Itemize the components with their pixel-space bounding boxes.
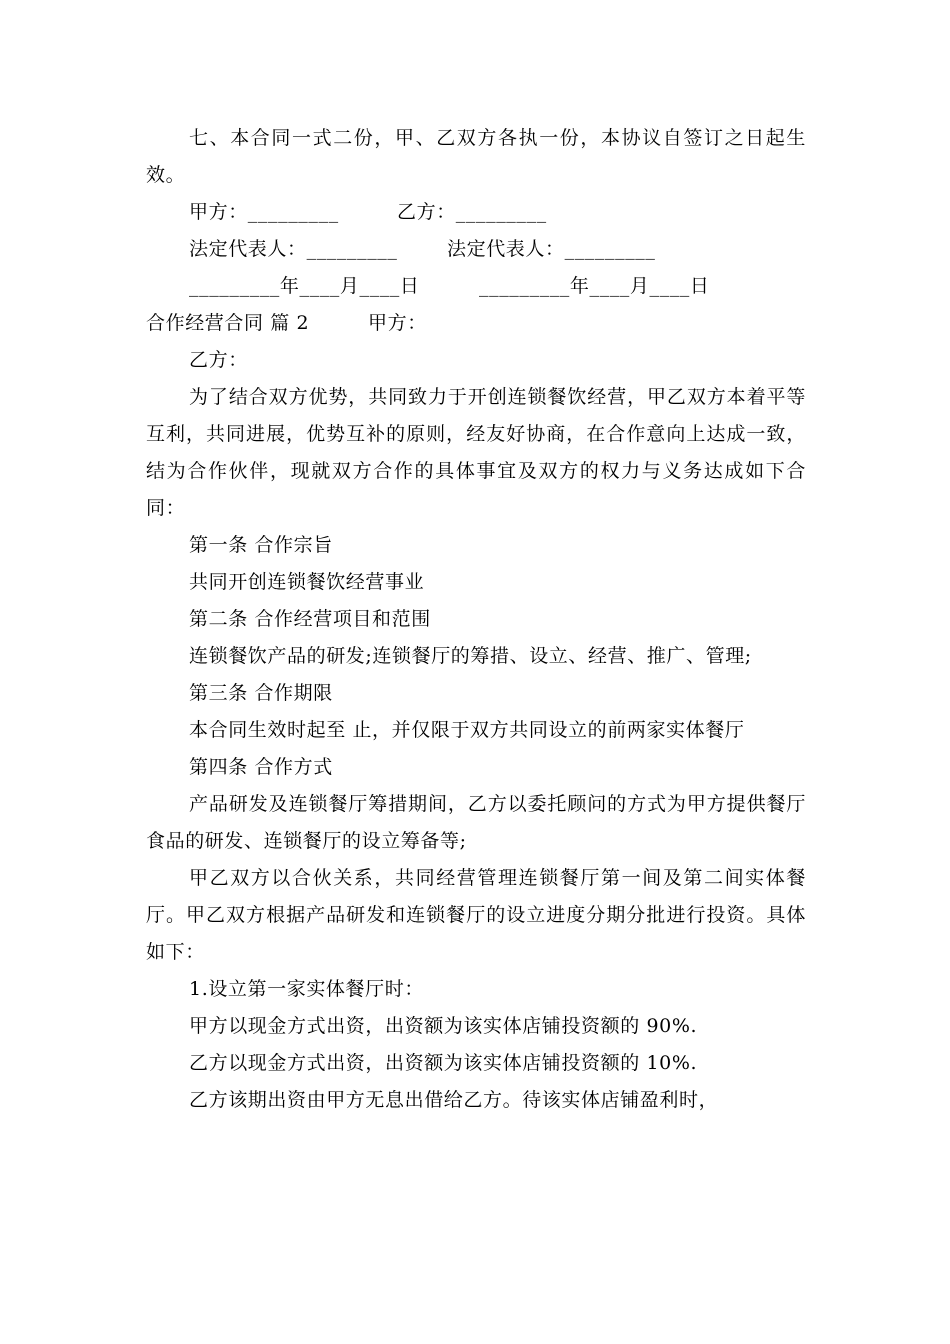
intro-paragraph: 为了结合双方优势，共同致力于开创连锁餐饮经营，甲乙双方本着平等互利，共同进展，优势互补的原则，经友好协商，在合作意向上达成一致，结为合作伙伴，现就双方合作的具体事宜及双方的权力与义务达成如下合同： — [146, 386, 806, 519]
article-3-title: 第三条 合作期限 — [189, 682, 333, 704]
article-3-body: 本合同生效时起至 止，并仅限于双方共同设立的前两家实体餐厅 — [189, 719, 745, 741]
party-a-label: 甲方： — [368, 312, 427, 334]
article-2-title: 第二条 合作经营项目和范围 — [189, 608, 431, 630]
article-2-body: 连锁餐饮产品的研发;连锁餐厅的筹措、设立、经营、推广、管理; — [189, 645, 752, 667]
representative-row — [146, 231, 806, 268]
date-row — [146, 268, 806, 305]
clause-7: 七、本合同一式二份，甲、乙双方各执一份，本协议自签订之日起生效。 — [146, 127, 806, 186]
signature-parties-row — [146, 194, 806, 231]
party-b-representative: 法定代表人：_________ — [447, 238, 656, 260]
article-4-paragraph-1: 产品研发及连锁餐厅筹措期间，乙方以委托顾问的方式为甲方提供餐厅食品的研发、连锁餐厅的设立筹备等; — [146, 793, 806, 852]
party-b-date: _________年____月____日 — [479, 275, 710, 297]
party-a-date: _________年____月____日 — [189, 275, 420, 297]
article-1-body: 共同开创连锁餐饮经营事业 — [189, 571, 425, 593]
party-b-signature: 乙方：_________ — [397, 201, 547, 223]
article-4-title: 第四条 合作方式 — [189, 756, 333, 778]
item-1-heading: 1.设立第一家实体餐厅时： — [189, 978, 424, 1000]
party-a-representative: 法定代表人：_________ — [189, 238, 398, 260]
item-1-party-b: 乙方以现金方式出资，出资额为该实体店铺投资额的 10%. — [189, 1052, 698, 1074]
item-1-party-a: 甲方以现金方式出资，出资额为该实体店铺投资额的 90%. — [189, 1015, 698, 1037]
party-a-signature: 甲方：_________ — [189, 201, 339, 223]
article-1-title: 第一条 合作宗旨 — [189, 534, 333, 556]
document-body — [146, 120, 806, 1119]
section-title: 合作经营合同 篇 2 — [146, 312, 310, 334]
section-heading-row — [146, 305, 806, 342]
party-b-label: 乙方： — [189, 349, 248, 371]
item-1-loan: 乙方该期出资由甲方无息出借给乙方。待该实体店铺盈利时， — [189, 1089, 719, 1111]
article-4-paragraph-2: 甲乙双方以合伙关系，共同经营管理连锁餐厅第一间及第二间实体餐厅。甲乙双方根据产品研发和连锁餐厅的设立进度分期分批进行投资。具体如下： — [146, 867, 806, 963]
